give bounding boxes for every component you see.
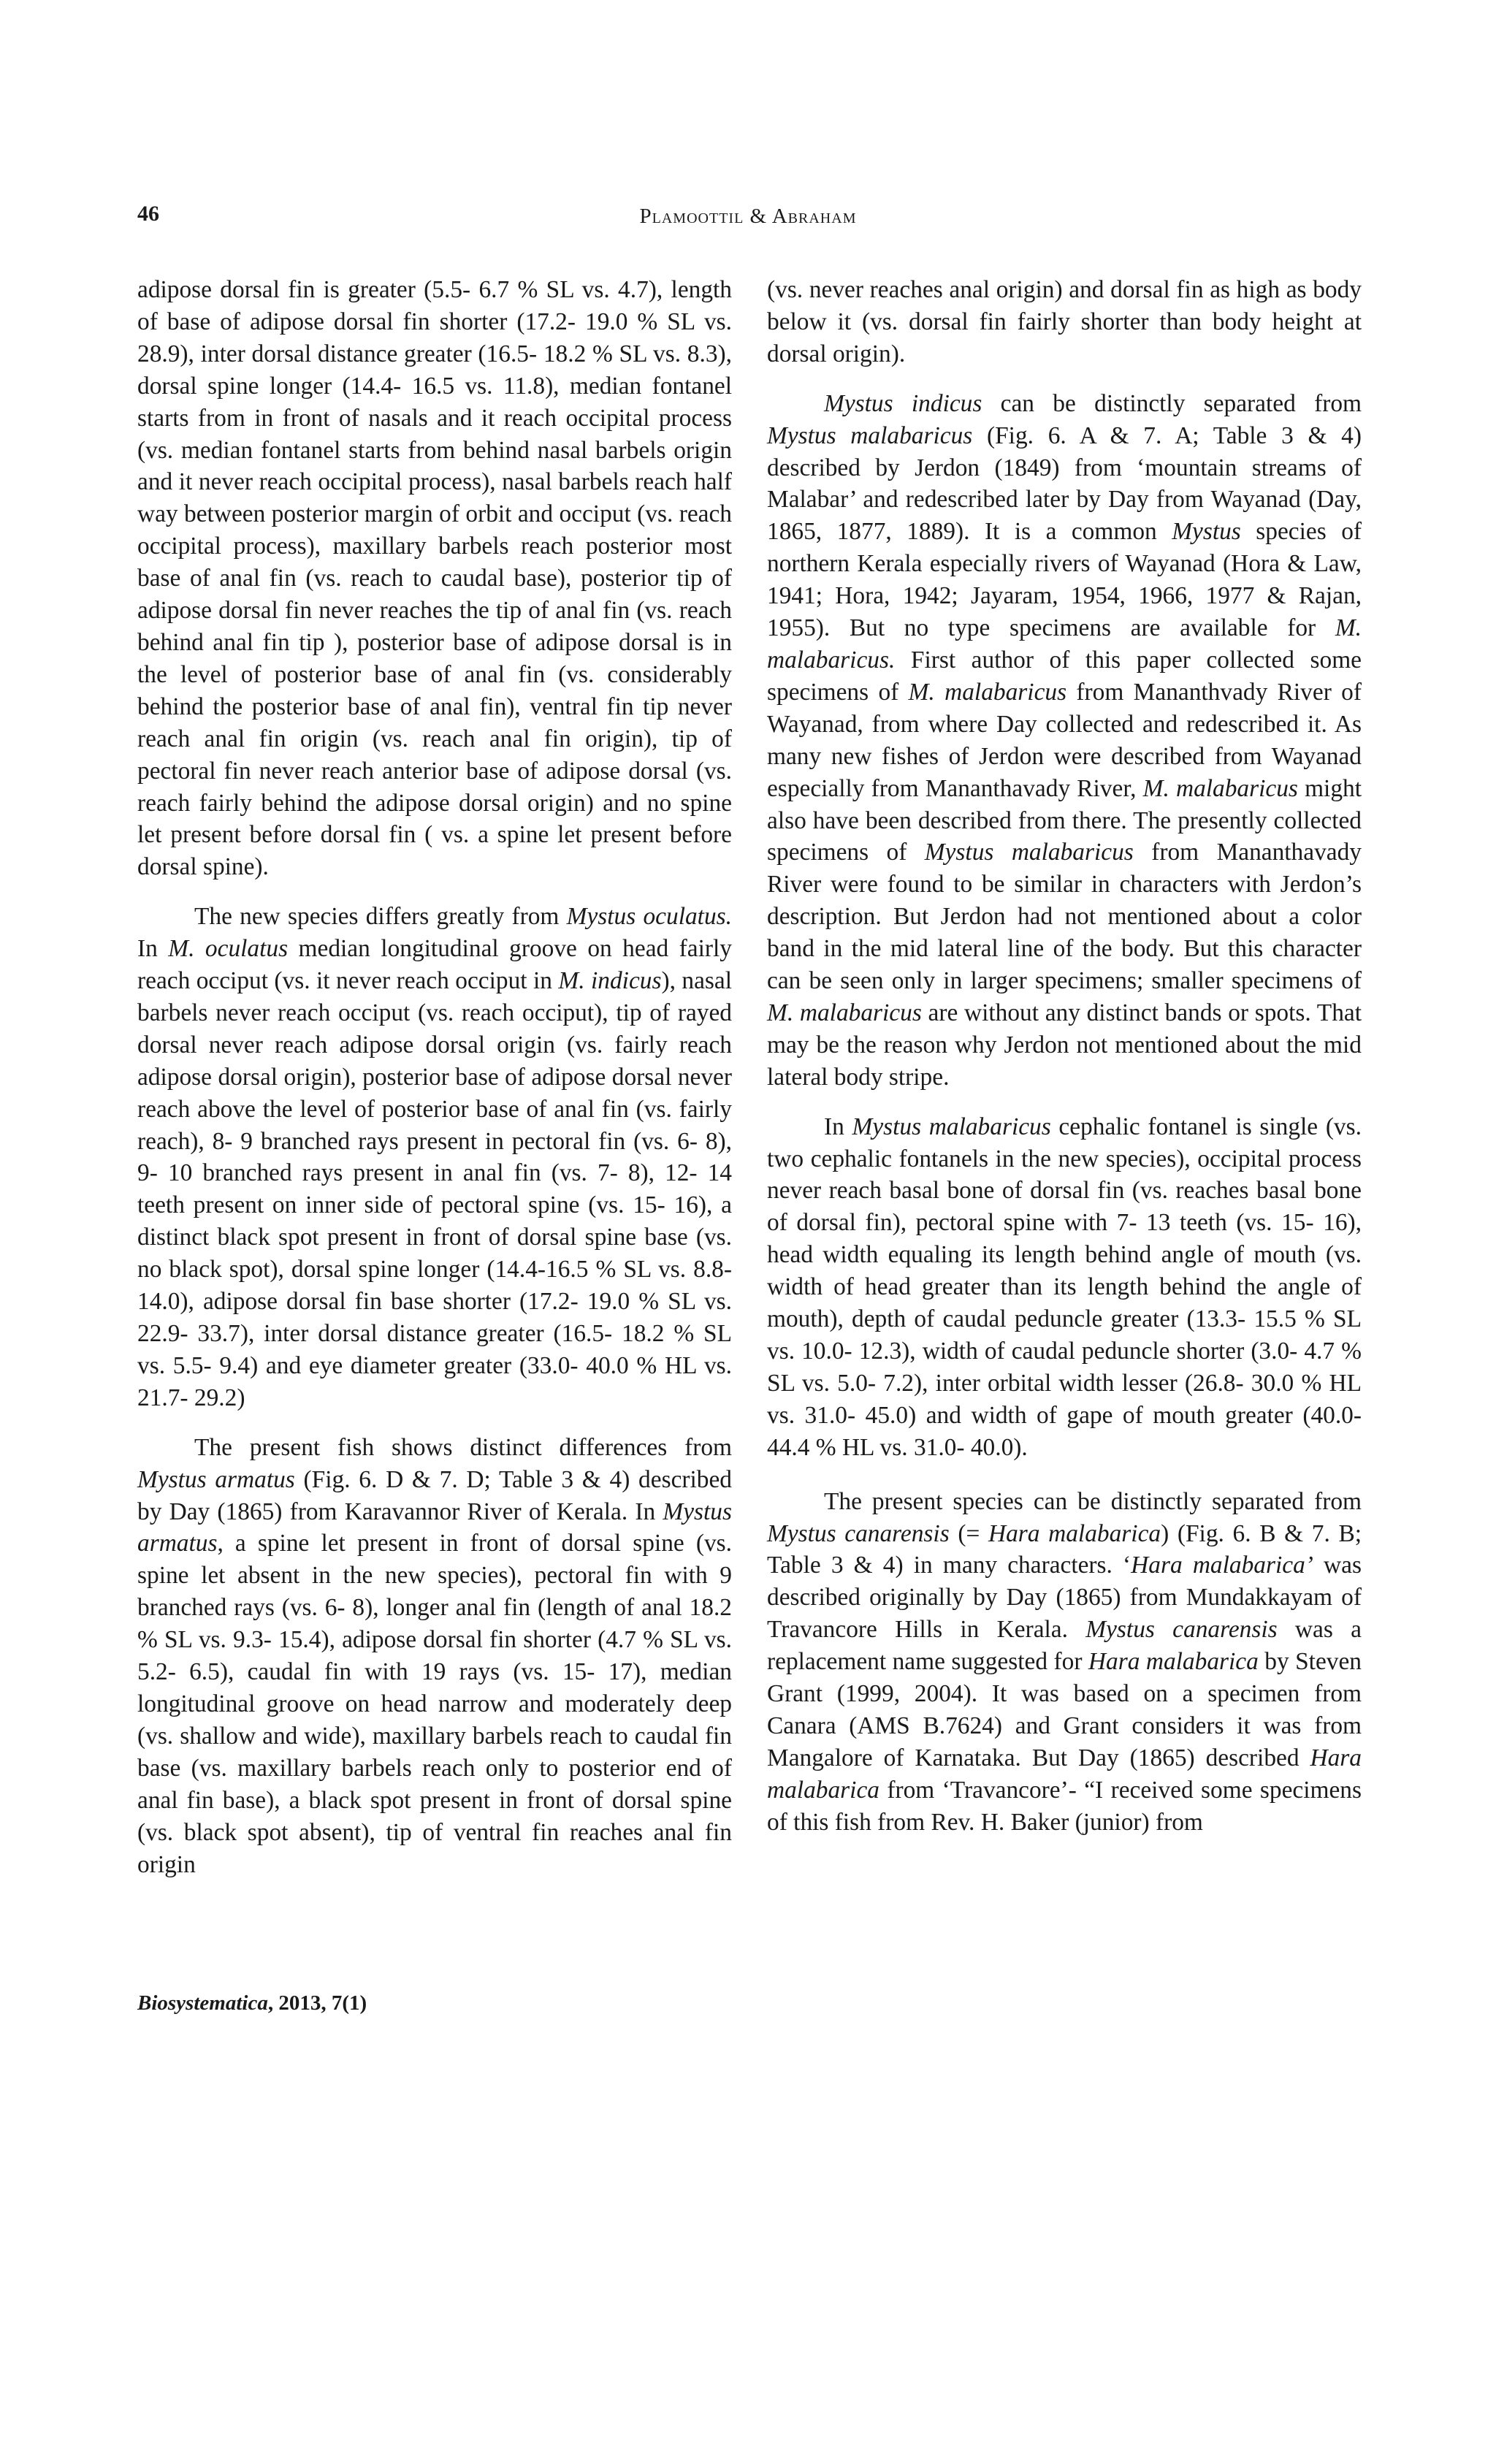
- left-column: [137, 274, 732, 1880]
- paragraph: [767, 1486, 1362, 1839]
- italic-text: Mystus oculatus.: [566, 903, 732, 931]
- text-run: from Mananthvady River of Wayanad, from where Day collected and redescribed it. As many new fishes of Jerdon were described from Wayanad especially from Mananthavady River,: [767, 678, 1362, 802]
- journal-name: Biosystematica: [137, 1991, 268, 2015]
- text-run: median longitudinal groove on head fairly reach occiput (vs. it never reach occiput in: [137, 935, 732, 995]
- text-run: ), nasal barbels never reach occiput (vs. reach occiput), tip of rayed dorsal never reach adipose dorsal origin (vs. fairly reach adipose dorsal origin), posterior base of adipose dorsal never reach above the level of posterior base of anal fin (vs. fairly reach), 8- 9 branched rays present in pectoral fin (vs. 6- 8), 9- 10 branched rays present in anal fin (vs. 7- 8), 12- 14 teeth present on inner side of pectoral spine (vs. 15- 16), a distinct black spot present in front of dorsal spine base (vs. no black spot), dorsal spine longer (14.4-16.5 % SL vs. 8.8- 14.0), adipose dorsal fin base shorter (17.2- 19.0 % SL vs. 22.9- 33.7), inter dorsal distance greater (16.5- 18.2 % SL vs. 5.5- 9.4) and eye diameter greater (33.0- 40.0 % HL vs. 21.7- 29.2): [137, 967, 732, 1411]
- italic-text: M. malabaricus: [1142, 774, 1298, 802]
- text-run: , a spine let present in front of dorsal spine (vs. spine let absent in the new species), pectoral fin with 9 branched rays (vs. 6- 8), longer anal fin (length of anal 18.2 % SL vs. 9.3- 15.4), adipose dorsal fin shorter (4.7 % SL vs. 5.2- 6.5), caudal fin with 19 rays (vs. 15- 17), median longitudinal groove on head narrow and moderately deep (vs. shallow and wide), maxillary barbels reach to caudal fin base (vs. maxillary barbels reach only to posterior end of anal fin base), a black spot present in front of dorsal spine (vs. black spot absent), tip of ventral fin reaches anal fin origin: [137, 1530, 732, 1878]
- text-run: In: [137, 935, 169, 963]
- italic-text: Mystus malabaricus: [852, 1113, 1051, 1140]
- italic-text: Mystus malabaricus: [767, 422, 973, 449]
- italic-text: M. oculatus: [168, 935, 289, 963]
- page-number: 46: [137, 202, 159, 226]
- paragraph: [767, 1111, 1362, 1464]
- italic-text: M. malabaricus.: [767, 614, 1362, 674]
- italic-text: Hara malabarica: [1088, 1648, 1259, 1676]
- text-run: (Fig. 6. A & 7. A; Table 3 & 4) described by Jerdon (1849) from ‘mountain streams of Malabar’ and redescribed later by Day from Wayanad (Day, 1865, 1877, 1889). It is a common: [767, 422, 1362, 546]
- italic-text: M. malabaricus: [767, 999, 922, 1026]
- paragraph: [767, 388, 1362, 1094]
- text-run: from Mananthavady River were found to be similar in characters with Jerdon’s description. But Jerdon had not mentioned about a color band in the mid lateral line of the body. But this character can be seen only in larger specimens; smaller specimens of: [767, 839, 1362, 995]
- italic-text: Mystus indicus: [824, 389, 982, 417]
- italic-text: M. malabaricus: [908, 678, 1067, 706]
- italic-text: Hara malabarica: [767, 1744, 1362, 1804]
- running-head: Plamoottil & Abraham: [639, 205, 857, 228]
- paragraph: [137, 274, 732, 883]
- text-run: species of northern Kerala especially rivers of Wayanad (Hora & Law, 1941; Hora, 1942; Jayaram, 1954, 1966, 1977 & Rajan, 1955). But no type specimens are available for: [767, 518, 1362, 642]
- right-column: [767, 274, 1362, 1839]
- italic-text: Mystus malabaricus: [924, 839, 1134, 866]
- text-run: The present species can be distinctly separated from: [824, 1487, 1362, 1515]
- text-run: First author of this paper collected some specimens of: [767, 646, 1362, 706]
- journal-footer: [137, 1991, 367, 2015]
- italic-text: Mystus armatus: [137, 1465, 295, 1493]
- paragraph: [767, 274, 1362, 370]
- text-run: cephalic fontanel is single (vs. two cephalic fontanels in the new species), occipital process never reach basal bone of dorsal fin (vs. reaches basal bone of dorsal fin), pectoral spine with 7- 13 teeth (vs. 15- 16), head width equaling its length behind angle of mouth (vs. width of head greater than its length behind the angle of mouth), depth of caudal peduncle greater (13.3- 15.5 % SL vs. 10.0- 12.3), width of caudal peduncle shorter (3.0- 4.7 % SL vs. 5.0- 7.2), inter orbital width lesser (26.8- 30.0 % HL vs. 31.0- 45.0) and width of gape of mouth greater (40.0- 44.4 % HL vs. 31.0- 40.0).: [767, 1113, 1362, 1461]
- text-run: by Steven Grant (1999, 2004). It was based on a specimen from Canara (AMS B.7624) and Grant considers it was from Mangalore of Karnataka. But Day (1865) described: [767, 1648, 1362, 1771]
- text-run: The present fish shows distinct differences from: [194, 1433, 732, 1461]
- text-run: was described originally by Day (1865) from Mundakkayam of Travancore Hills in Kerala.: [767, 1552, 1362, 1644]
- italic-text: Hara malabarica: [988, 1519, 1161, 1547]
- italic-text: Mystus canarensis: [1085, 1616, 1278, 1644]
- journal-issue: , 2013, 7(1): [267, 1991, 367, 2015]
- italic-text: M. indicus: [558, 967, 662, 995]
- text-run: are without any distinct bands or spots. That may be the reason why Jerdon not mentioned about the mid lateral body stripe.: [767, 999, 1362, 1091]
- text-run: from ‘Travancore’- “I received some specimens of this fish from Rev. H. Baker (junior) from: [767, 1776, 1362, 1836]
- italic-text: Mystus canarensis: [767, 1519, 950, 1547]
- text-run: ) (Fig. 6. B & 7. B; Table 3 & 4) in many characters. ‘: [767, 1519, 1362, 1579]
- text-run: (Fig. 6. D & 7. D; Table 3 & 4) described by Day (1865) from Karavannor River of Kerala. In: [137, 1465, 732, 1525]
- text-run: (=: [949, 1519, 988, 1547]
- text-run: The new species differs greatly from: [194, 903, 567, 931]
- paragraph: [137, 1432, 732, 1881]
- text-run: was a replacement name suggested for: [767, 1616, 1362, 1676]
- text-run: adipose dorsal fin is greater (5.5- 6.7 % SL vs. 4.7), length of base of adipose dorsal fin shorter (17.2- 19.0 % SL vs. 28.9), inter dorsal distance greater (16.5- 18.2 % SL vs. 8.3), dorsal spine longer (14.4- 16.5 vs. 11.8), median fontanel starts from in front of nasals and it reach occipital process (vs. median fontanel starts from behind nasal barbels origin and it never reach occipital process), nasal barbels reach half way between posterior margin of orbit and occiput (vs. reach occipital process), maxillary barbels reach posterior most base of anal fin (vs. reach to caudal base), posterior tip of adipose dorsal fin never reaches the tip of anal fin (vs. reach behind anal fin tip ), posterior base of adipose dorsal is in the level of posterior base of anal fin (vs. considerably behind the posterior base of anal fin), ventral fin tip never reach anal fin origin (vs. reach anal fin origin), tip of pectoral fin never reach anterior base of adipose dorsal (vs. reach fairly behind the adipose dorsal origin) and no spine let present before dorsal fin ( vs. a spine let present before dorsal spine).: [137, 276, 732, 881]
- italic-text: Hara malabarica’: [1131, 1552, 1313, 1579]
- text-run: (vs. never reaches anal origin) and dorsal fin as high as body below it (vs. dorsal fin fairly shorter than body height at dorsal origin).: [767, 276, 1362, 367]
- text-run: might also have been described from there. The presently collected specimens of: [767, 774, 1362, 866]
- paragraph: [137, 901, 732, 1414]
- text-run: In: [824, 1113, 852, 1140]
- italic-text: Mystus armatus: [137, 1498, 732, 1557]
- text-run: can be distinctly separated from: [982, 389, 1362, 417]
- italic-text: Mystus: [1172, 518, 1241, 546]
